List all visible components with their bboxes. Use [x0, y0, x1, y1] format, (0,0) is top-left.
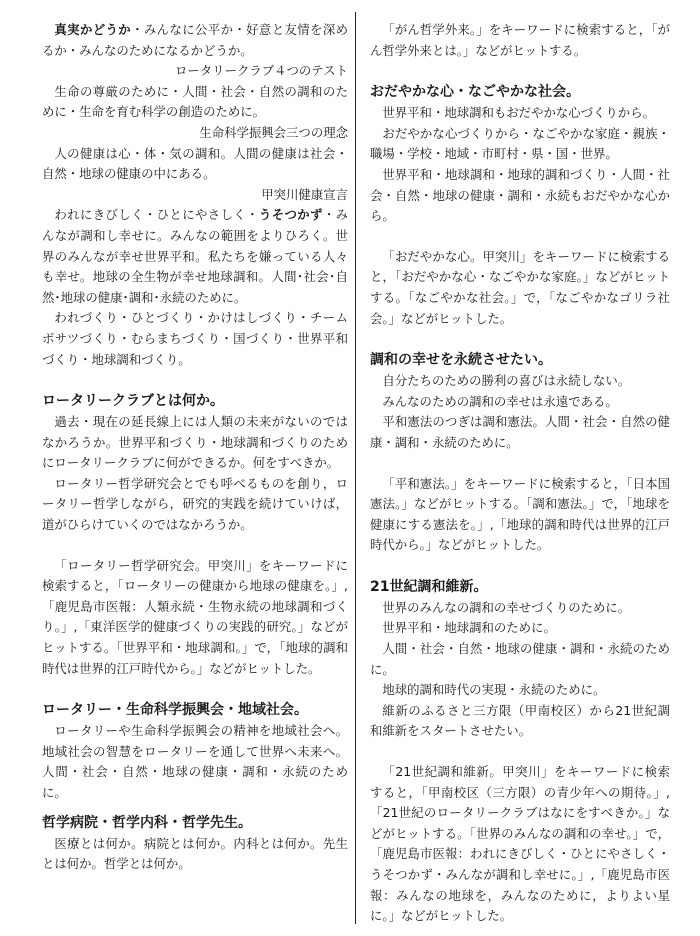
four-way-test-attribution: ロータリークラブ４つのテスト — [175, 63, 348, 79]
four-way-test-text — [42, 20, 348, 61]
calm-mind-paragraph-2: おだやかな心づくりから・なごやかな家庭・親族・職場・学校・地域・市町村・県・国・世界。 — [370, 125, 670, 162]
harmony-paragraph-1: 自分たちのための勝利の喜びは永続しない。 — [382, 373, 631, 389]
section-heading-philosophy-clinic: 哲学病院・哲学内科・哲学先生。 — [42, 814, 252, 831]
rotary-paragraph-3: 「ロータリー哲学研究会。甲突川」をキーワードに検索すると，「ロータリーの健康から地球の健康を。」,「鹿児島市医報：人類永続・生物永続の地球調和づくり。」,「東洋医学的健康づくりの実践的研究。」などがヒットする。「世界平和・地球調和。」で，「地球的調和時代は世界的江戸時代から。」などがヒットした。 — [42, 557, 348, 676]
cancer-philosophy-paragraph: 「がん哲学外来。」をキーワードに検索すると，「がん哲学外来とは。」などがヒットする。 — [370, 22, 670, 58]
section-heading-restoration: 21世紀調和維新。 — [370, 578, 488, 595]
community-paragraph-1: ロータリーや生命科学振興会の精神を地域社会へ。地域社会の智慧をロータリーを通して世界へ未来へ。人間・社会・自然・地球の健康・調和・永続のために。 — [42, 723, 348, 800]
left-column — [42, 20, 348, 875]
motto-post: ・みんなが調和し幸せに。みんなの範囲をよりひろく。世界のみんなが幸せ世界平和。私たちを嫌っている人々も幸せ。地球の全生物が幸せ地球調和。人間･社会･自然･地球の健康･調和･永続のために。 — [42, 207, 349, 305]
restoration-paragraph-1: 世界のみんなの調和の幸せづくりのために。 — [382, 599, 631, 615]
restoration-paragraph-5: 維新のふるさと三方限（甲南校区）から21世紀調和維新をスタートさせたい。 — [370, 702, 670, 739]
life-science-principles-text: 生命の尊厳のために・人間・社会・自然の調和のために・生命を育む科学の創造のために。 — [42, 83, 348, 120]
making-paragraph: われづくり・ひとづくり・かけはしづくり・チームボサツづくり・むらまちづくり・国づくり・世界平和づくり・地球調和づくり。 — [42, 310, 348, 367]
restoration-paragraph-2: 世界平和・地球調和のために。 — [382, 620, 556, 636]
harmony-paragraph-3: 平和憲法のつぎは調和憲法。人間・社会・自然の健康・調和・永続のために。 — [370, 414, 670, 450]
rotary-paragraph-1: 過去・現在の延長線上には人類の未来がないのではなかろうか。世界平和づくり・地球調和づくりのためにロータリークラブに何ができるか。何をすべきか。 — [42, 414, 348, 471]
motto-paragraph — [42, 205, 348, 308]
section-heading-harmony: 調和の幸せを永続させたい。 — [370, 352, 552, 369]
calm-mind-paragraph-3: 世界平和・地球調和・地球的調和づくり・人間・社会・自然・地球の健康・調和・永続もおだやかな心から。 — [370, 166, 670, 224]
health-declaration-attribution: 甲突川健康宣言 — [261, 186, 348, 202]
calm-mind-paragraph-1: 世界平和・地球調和もおだやかな心づくりから。 — [382, 105, 655, 121]
section-heading-calm-mind: おだやかな心・なごやかな社会。 — [370, 84, 580, 101]
right-column — [370, 20, 670, 927]
harmony-paragraph-4: 「平和憲法。」をキーワードに検索すると，「日本国憲法。」などがヒットする。「調和憲法。」で，「地球を健康にする憲法を。」,「地球的調和時代は世界的江戸時代から。」などがヒットした。 — [370, 475, 670, 553]
harmony-paragraph-2: みんなのための調和の幸せは永遠である。 — [382, 393, 618, 409]
motto-pre: われにきびしく・ひとにやさしく・ — [54, 207, 259, 223]
section-heading-rotary: ロータリークラブとは何か。 — [42, 393, 224, 410]
four-way-test-bold: 真実かどうか — [54, 22, 132, 37]
life-science-principles-attribution: 生命科学振興会三つの理念 — [199, 124, 348, 140]
column-divider — [355, 12, 356, 924]
motto-bold: うそつかず — [258, 207, 323, 223]
restoration-paragraph-6: 「21世紀調和維新。甲突川」をキーワードに検索すると，「甲南校区（三方限）の青少年への期待。」,「21世紀のロータリークラブはなにをすべきか。」などがヒットする。「世界のみんなの調和の幸せ。」で，「鹿児島市医報：われにきびしく・ひとにやさしく・うそつかず・みんなが調和し幸せに。」,「鹿児島市医報：みんなの地球を，みんなのために，よりよい星に。」などがヒットした。 — [370, 764, 670, 924]
rotary-paragraph-2: ロータリー哲学研究会とでも呼べるものを創り，ロータリー哲学しながら，研究的実践を続けていけば，道がひらけていくのではなかろうか。 — [42, 475, 348, 533]
restoration-paragraph-4: 地球的調和時代の実現・永続のために。 — [382, 682, 606, 698]
section-heading-community: ロータリー・生命科学振興会・地域社会。 — [42, 702, 308, 719]
four-way-test-rest: ・みんなに公平か・好意と友情を深めるか・みんなのためになるかどうか。 — [42, 22, 349, 58]
calm-mind-paragraph-4: 「おだやかな心。甲突川」をキーワードに検索すると，「おだやかな心・なごやかな家庭。」などがヒットする。「なごやかな社会。」で，「なごやかなゴリラ社会。」などがヒットした。 — [370, 248, 670, 326]
philosophy-clinic-paragraph-1: 医療とは何か。病院とは何か。内科とは何か。先生とは何か。哲学とは何か。 — [42, 835, 348, 872]
health-declaration-text: 人の健康は心・体・気の調和。人間の健康は社会・自然・地球の健康の中にある。 — [42, 145, 348, 182]
restoration-paragraph-3: 人間・社会・自然・地球の健康・調和・永続のために。 — [370, 641, 670, 677]
